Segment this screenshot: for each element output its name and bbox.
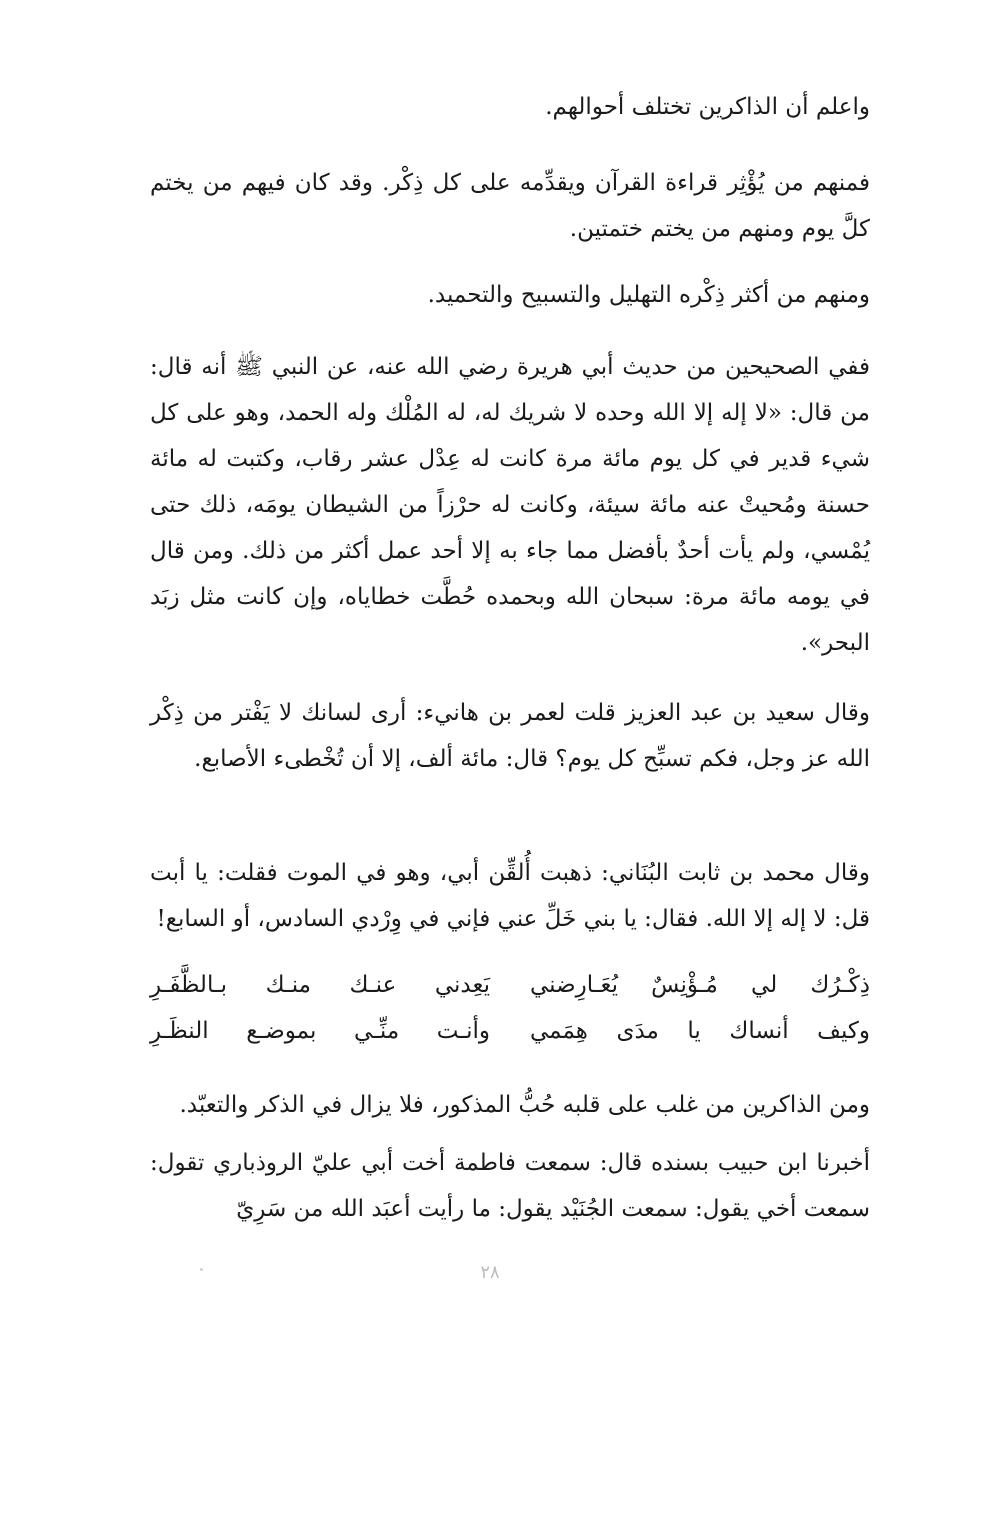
- paragraph-muhammad-ibn-thabit: [150, 850, 870, 942]
- paragraph-tahlil: [150, 272, 870, 318]
- poem: [150, 962, 870, 1054]
- paragraph-text: وقال محمد بن ثابت البُنَاني: ذهبت أُلقِّن أبي، وهو في الموت فقلت: يا أبت قل: لا إله إلا الله. فقال: يا بني خَلِّ عني فإني في وِرْدي السادس، أو السابع!: [150, 860, 870, 932]
- page-number: ٢٨: [480, 1262, 500, 1283]
- paragraph-quran-reciters: [150, 160, 870, 252]
- poem-verse: [150, 962, 870, 1008]
- paragraph-intro: [150, 84, 870, 130]
- poem-hemistich-right: ذِكْـرُك لي مُـؤْنِسٌ يُعَـارِضني: [530, 972, 870, 998]
- scan-speck: [200, 1268, 203, 1271]
- poem-hemistich-left: وأنـت منِّـي بموضـع النظَـرِ: [150, 1018, 490, 1044]
- paragraph-text: وقال سعيد بن عبد العزيز قلت لعمر بن هانيء: أرى لسانك لا يَفْتر من ذِكْر الله عز وجل، فكم تسبِّح كل يوم؟ قال: مائة ألف، إلا أن تُخْطىء الأصابع.: [150, 700, 870, 772]
- paragraph-hadith: [150, 344, 870, 666]
- paragraph-text: ومن الذاكرين من غلب على قلبه حُبُّ المذكور، فلا يزال في الذكر والتعبّد.: [179, 1092, 870, 1118]
- poem-hemistich-left: يَعِدني عنـك منـك بـالظَّفَـرِ: [150, 972, 490, 998]
- poem-hemistich-right: وكيف أنساك يا مدَى هِمَمي: [530, 1018, 870, 1044]
- paragraph-text: ففي الصحيحين من حديث أبي هريرة رضي الله عنه، عن النبي ﷺ أنه قال: من قال: «لا إله إلا الله وحده لا شريك له، له المُلْك وله الحمد، وهو على كل شيء قدير في كل يوم مائة مرة كانت له عِدْل عشر رقاب، وكتبت له مائة حسنة ومُحيتْ عنه مائة سيئة، وكانت له حرْزاً من الشيطان يومَه، ذلك حتى يُمْسي، ولم يأت أحدٌ بأفضل مما جاء به إلا أحد عمل أكثر من ذلك. ومن قال في يومه مائة مرة: سبحان الله وبحمده حُطَّت خطاياه، وإن كانت مثل زبَد البحر».: [150, 354, 870, 656]
- paragraph-ibn-habib: [150, 1140, 870, 1232]
- paragraph-text: واعلم أن الذاكرين تختلف أحوالهم.: [545, 94, 870, 120]
- paragraph-text: فمنهم من يُؤْثِر قراءة القرآن ويقدِّمه على كل ذِكْر. وقد كان فيهم من يختم كلَّ يوم ومنهم من يختم ختمتين.: [150, 170, 870, 242]
- paragraph-text: أخبرنا ابن حبيب بسنده قال: سمعت فاطمة أخت أبي عليّ الروذباري تقول: سمعت أخي يقول: سمعت الجُنَيْد يقول: ما رأيت أعبَد الله من سَرِيّ: [150, 1150, 870, 1222]
- paragraph-love-of-mentioned: [150, 1082, 870, 1128]
- paragraph-said-ibn-abdulaziz: [150, 690, 870, 782]
- paragraph-text: ومنهم من أكثر ذِكْره التهليل والتسبيح والتحميد.: [427, 282, 870, 308]
- poem-verse: [150, 1008, 870, 1054]
